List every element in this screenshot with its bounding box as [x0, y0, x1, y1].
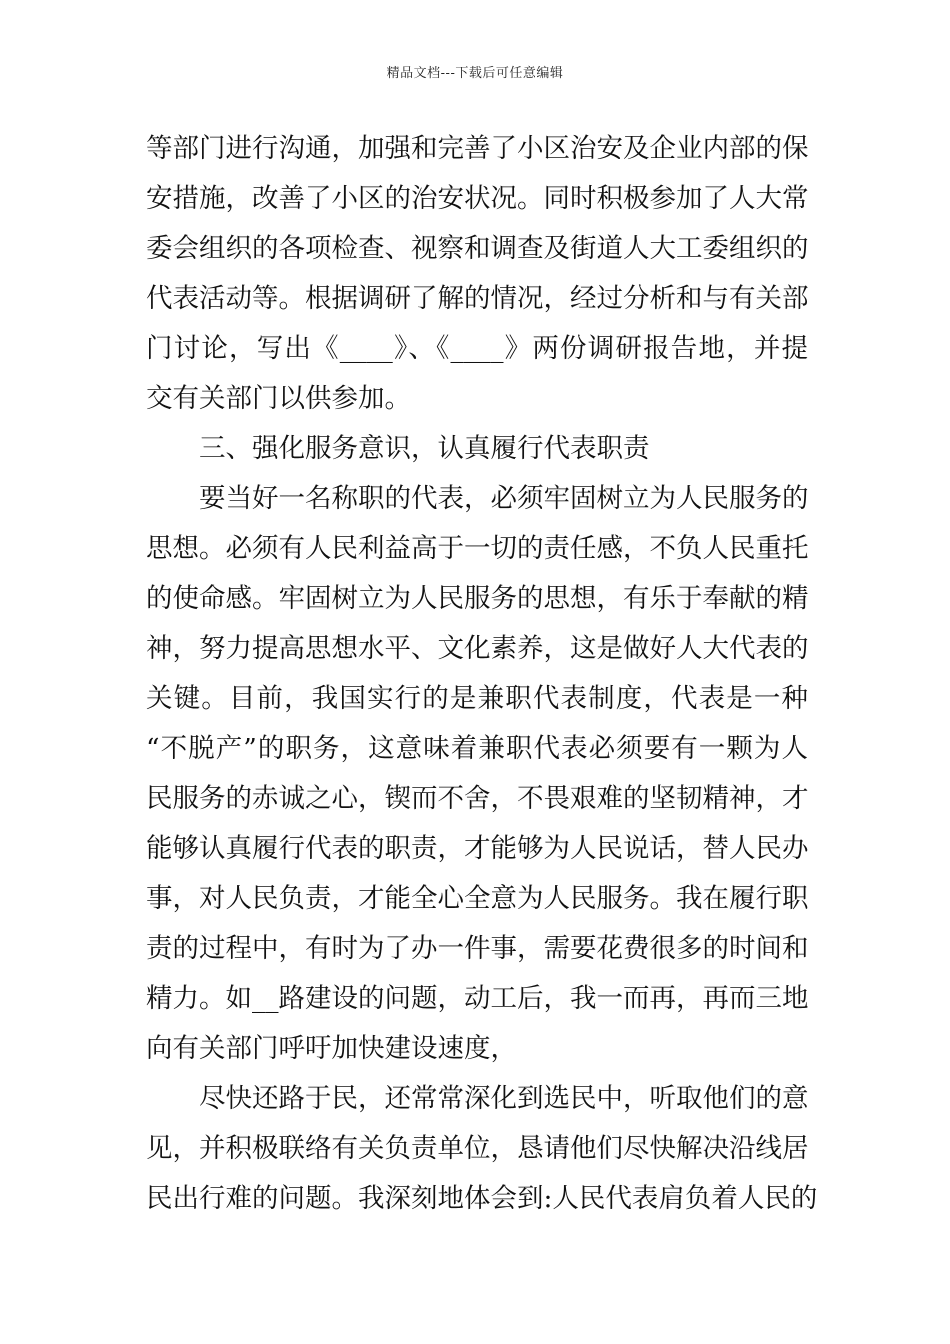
text-line: 见，并积极联络有关负责单位，恳请他们尽快解决沿线居: [146, 1133, 809, 1164]
text-line: 等部门进行沟通，加强和完善了小区治安及企业内部的保: [146, 133, 809, 164]
text-line: 尽快还路于民，还常常深化到选民中，听取他们的意: [199, 1083, 809, 1114]
text-line: 思想。必须有人民利益高于一切的责任感，不负人民重托: [146, 533, 809, 564]
page-header: 精品文档---下载后可任意编辑: [386, 66, 564, 81]
text-line: 关键。目前，我国实行的是兼职代表制度，代表是一种: [146, 683, 808, 714]
text-line: 交有关部门以供参加。: [146, 383, 411, 414]
text-line: 能够认真履行代表的职责，才能够为人民说话，替人民办: [146, 833, 809, 864]
text-line: 民服务的赤诚之心，锲而不舍，不畏艰难的坚韧精神，才: [146, 783, 809, 814]
text-line: 向有关部门呼吁加快建设速度，: [146, 1033, 517, 1064]
text-line: 安措施，改善了小区的治安状况。同时积极参加了人大常: [146, 183, 809, 214]
text-line: 代表活动等。根据调研了解的情况，经过分析和与有关部: [146, 283, 809, 314]
text-line: 事，对人民负责，才能全心全意为人民服务。我在履行职: [146, 883, 809, 914]
paragraph: [146, 1074, 818, 1224]
text-line: 的使命感。牢固树立为人民服务的思想，有乐于奉献的精: [146, 583, 809, 614]
text-line: 民出行难的问题。我深刻地体会到:人民代表肩负着人民的: [146, 1183, 818, 1214]
text-line: 三、强化服务意识，认真履行代表职责: [199, 433, 650, 464]
text-line: 门讨论，写出《____》、《____》两份调研报告地，并提: [146, 333, 808, 364]
text-line: 委会组织的各项检查、视察和调查及街道人大工委组织的: [146, 233, 809, 264]
section-heading: [146, 424, 808, 474]
paragraph: [146, 474, 808, 1074]
text-line: “不脱产”的职务，这意味着兼职代表必须要有一颗为人: [146, 733, 808, 764]
document-body: [146, 124, 818, 1224]
text-line: 要当好一名称职的代表，必须牢固树立为人民服务的: [199, 483, 809, 514]
paragraph: [146, 124, 808, 424]
text-line: 精力。如__路建设的问题，动工后，我一而再，再而三地: [146, 983, 809, 1014]
text-line: 神，努力提高思想水平、文化素养，这是做好人大代表的: [146, 633, 809, 664]
text-line: 责的过程中，有时为了办一件事，需要花费很多的时间和: [146, 933, 809, 964]
